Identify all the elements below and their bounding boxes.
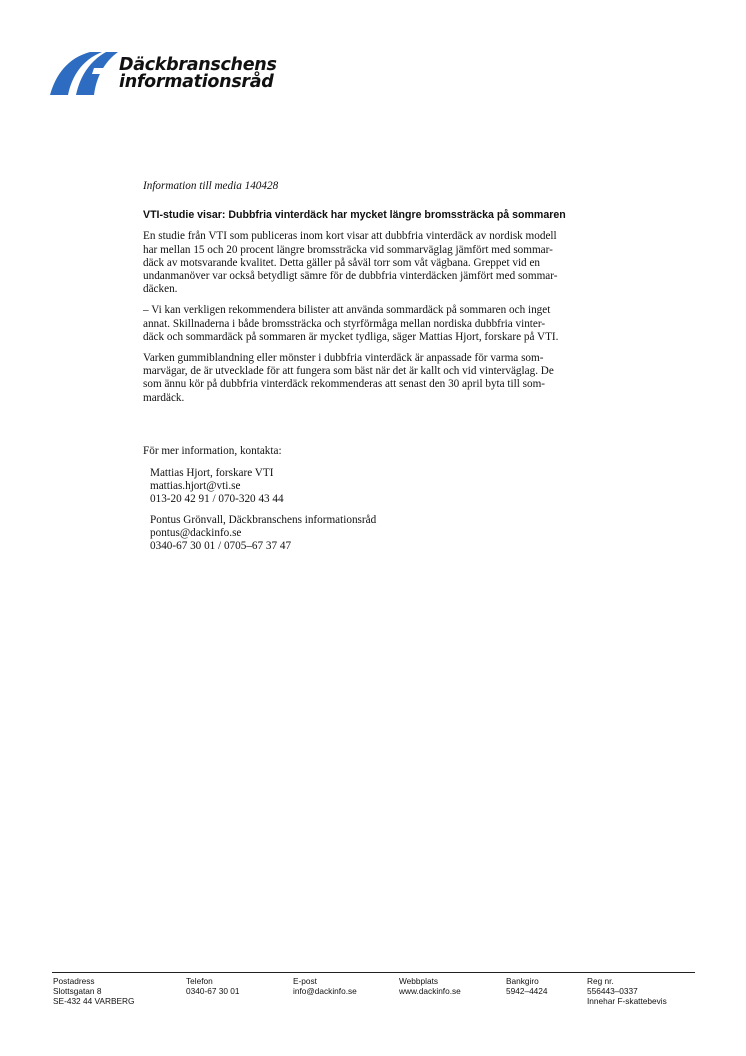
footer-bankgiro [506, 976, 548, 996]
footer-value: 0340-67 30 01 [186, 986, 240, 996]
text-line: däck av motsvarande kvalitet. Detta gäller på såväl torr som våt vägbana. Greppet vid en [143, 256, 541, 269]
footer-postadress [53, 976, 134, 1006]
paragraph-1 [143, 230, 663, 296]
footer-value: Innehar F-skattebevis [587, 996, 667, 1006]
footer-value: 5942–4424 [506, 986, 548, 996]
text-line: – Vi kan verkligen rekommendera bilister att använda sommardäck på sommaren och inget [143, 304, 551, 317]
contact-block-1 [150, 467, 663, 507]
contact-block-2 [150, 514, 663, 554]
headline: VTI-studie visar: Dubbfria vinterdäck har mycket längre bromssträcka på sommaren [143, 209, 566, 222]
text-line: mardäck. [143, 391, 185, 404]
footer-email-link[interactable]: info@dackinfo.se [293, 986, 357, 996]
footer-label: Webbplats [399, 976, 439, 986]
press-release-body [143, 180, 663, 560]
text-line: däck och sommardäck på sommaren är mycket tydliga, säger Mattias Hjort, forskare på VTI. [143, 330, 559, 343]
text-line: har mellan 15 och 20 procent längre bromssträcka vid sommarväglag jämfört med sommar- [143, 243, 553, 256]
paragraph-2 [143, 304, 663, 344]
text-line: undanmanöver var också betydligt sämre för de dubbfria vinterdäcken jämfört med sommar- [143, 270, 558, 283]
text-line: Varken gummiblandning eller mönster i dubbfria vinterdäck är anpassade för varma som- [143, 352, 544, 365]
paragraph-3 [143, 352, 663, 405]
footer-divider [52, 972, 695, 973]
footer-epost [293, 976, 357, 996]
footer-telefon [186, 976, 240, 996]
footer-website-link[interactable]: www.dackinfo.se [399, 986, 461, 996]
text-line: annat. Skillnaderna i både bromssträcka och styrförmåga mellan nordiska dubbfria vinter- [143, 317, 546, 330]
text-line: däcken. [143, 283, 178, 296]
footer-label: Postadress [53, 976, 95, 986]
contact-phone: 0340-67 30 01 / 0705–67 37 47 [150, 540, 292, 553]
text-line: En studie från VTI som publiceras inom kort visar att dubbfria vinterdäck av nordisk modell [143, 230, 557, 243]
logo-line-2: informationsråd [119, 72, 274, 92]
logo-text [119, 57, 277, 91]
footer-label: Telefon [186, 976, 213, 986]
document-subline: Information till media 140428 [143, 180, 279, 192]
contact-name: Mattias Hjort, forskare VTI [150, 467, 274, 480]
contact-phone: 013-20 42 91 / 070-320 43 44 [150, 493, 284, 506]
company-logo [50, 52, 280, 100]
footer-value: SE-432 44 VARBERG [53, 996, 135, 1006]
footer-value: Slottsgatan 8 [53, 986, 102, 996]
footer-label: Bankgiro [506, 976, 539, 986]
footer-webbplats [399, 976, 461, 996]
footer-label: Reg nr. [587, 976, 614, 986]
contact-intro: För mer information, kontakta: [143, 444, 282, 457]
footer-label: E-post [293, 976, 317, 986]
text-line: som ännu kör på dubbfria vinterdäck rekommenderas att senast den 30 april byta till som- [143, 378, 546, 391]
contact-name: Pontus Grönvall, Däckbranschens informationsråd [150, 513, 377, 526]
footer-regnr [587, 976, 667, 1006]
contact-email[interactable]: mattias.hjort@vti.se [150, 480, 241, 493]
contact-email[interactable]: pontus@dackinfo.se [150, 526, 242, 539]
logo-line-1: Däckbranschens [119, 55, 277, 75]
footer-value: 556443–0337 [587, 986, 638, 996]
text-line: marvägar, de är utvecklade för att fungera som bäst när det är kallt och vid vinterväglag. De [143, 365, 554, 378]
tire-stripes-logo-icon [50, 52, 118, 96]
